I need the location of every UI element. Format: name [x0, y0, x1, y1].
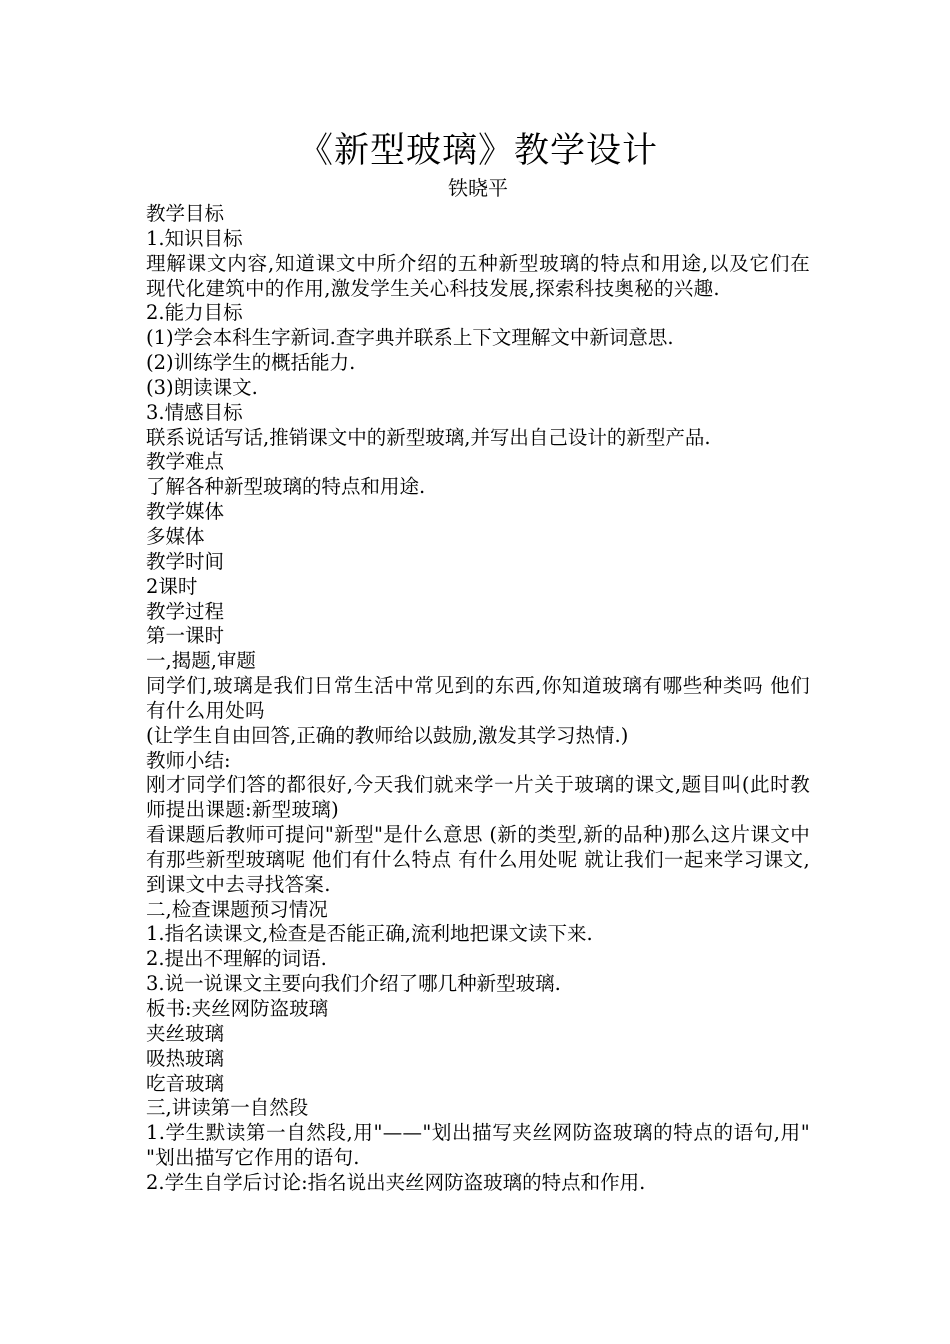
list-item-ability-1: (1)学会本科生字新词.查字典并联系上下文理解文中新词意思. [146, 326, 674, 350]
paragraph-teacher-summary: 刚才同学们答的都很好,今天我们就来学一片关于玻璃的课文,题目叫(此时教师提出课题:新型玻璃) [146, 773, 810, 822]
board-writing-line-4: 吃音玻璃 [146, 1071, 225, 1095]
subheading-ability-goal: 2.能力目标 [146, 301, 243, 325]
list-item-check-2: 2.提出不理解的词语. [146, 947, 327, 971]
list-item-read-1: 1.学生默读第一自然段,用"——"划出描写夹丝网防盗玻璃的特点的语句,用" "划出描写它作用的语句. [146, 1121, 810, 1170]
document-author: 铁晓平 [448, 176, 508, 200]
list-item-ability-3: (3)朗读课文. [146, 375, 258, 399]
paragraph-knowledge-goal: 理解课文内容,知道课文中所介绍的五种新型玻璃的特点和用途,以及它们在现代化建筑中的作用,激发学生关心科技发展,探索科技奥秘的兴趣. [146, 251, 810, 300]
board-writing-line-1: 板书:夹丝网防盗玻璃 [146, 997, 329, 1020]
paragraph-free-answer: (让学生自由回答,正确的教师给以鼓励,激发其学习热情.) [146, 723, 629, 747]
section-heading-1: 一,揭题,审题 [146, 649, 256, 673]
list-item-read-2: 2.学生自学后讨论:指名说出夹丝网防盗玻璃的特点和作用. [146, 1170, 646, 1194]
list-item-ability-2: (2)训练学生的概括能力. [146, 351, 356, 375]
paragraph-teaching-time: 2课时 [146, 574, 198, 598]
paragraph-teacher-summary-label: 教师小结: [146, 748, 231, 772]
paragraph-emotion-goal: 联系说话写话,推销课文中的新型玻璃,并写出自己设计的新型产品. [146, 425, 711, 449]
document-page [146, 128, 810, 1196]
heading-teaching-media: 教学媒体 [146, 500, 225, 524]
subheading-knowledge-goal: 1.知识目标 [146, 226, 243, 250]
paragraph-teaching-difficulty: 了解各种新型玻璃的特点和用途. [146, 475, 426, 499]
section-heading-2: 二,检查课题预习情况 [146, 897, 328, 921]
heading-first-lesson: 第一课时 [146, 624, 225, 648]
paragraph-teaching-media: 多媒体 [146, 524, 205, 548]
board-writing-line-3: 吸热玻璃 [146, 1046, 225, 1070]
heading-teaching-time: 教学时间 [146, 549, 225, 573]
subheading-emotion-goal: 3.情感目标 [146, 400, 243, 424]
heading-teaching-goals: 教学目标 [146, 202, 225, 225]
document-title: 《新型玻璃》教学设计 [297, 131, 658, 171]
heading-teaching-process: 教学过程 [146, 599, 225, 623]
heading-teaching-difficulty: 教学难点 [146, 450, 225, 474]
section-heading-3: 三,讲读第一自然段 [146, 1096, 309, 1120]
document-body [146, 202, 810, 1196]
list-item-check-1: 1.指名读课文,检查是否能正确,流利地把课文读下来. [146, 922, 593, 946]
board-writing-line-2: 夹丝玻璃 [146, 1021, 225, 1045]
paragraph-title-question: 看课题后教师可提问"新型"是什么意思 (新的类型,新的品种)那么这片课文中有那些新型玻璃呢 他们有什么特点 有什么用处呢 就让我们一起来学习课文,到课文中去寻找答案. [146, 823, 810, 896]
paragraph-intro-question: 同学们,玻璃是我们日常生活中常见到的东西,你知道玻璃有哪些种类吗 他们有什么用处吗 [146, 674, 810, 722]
list-item-check-3: 3.说一说课文主要向我们介绍了哪几种新型玻璃. [146, 972, 561, 996]
